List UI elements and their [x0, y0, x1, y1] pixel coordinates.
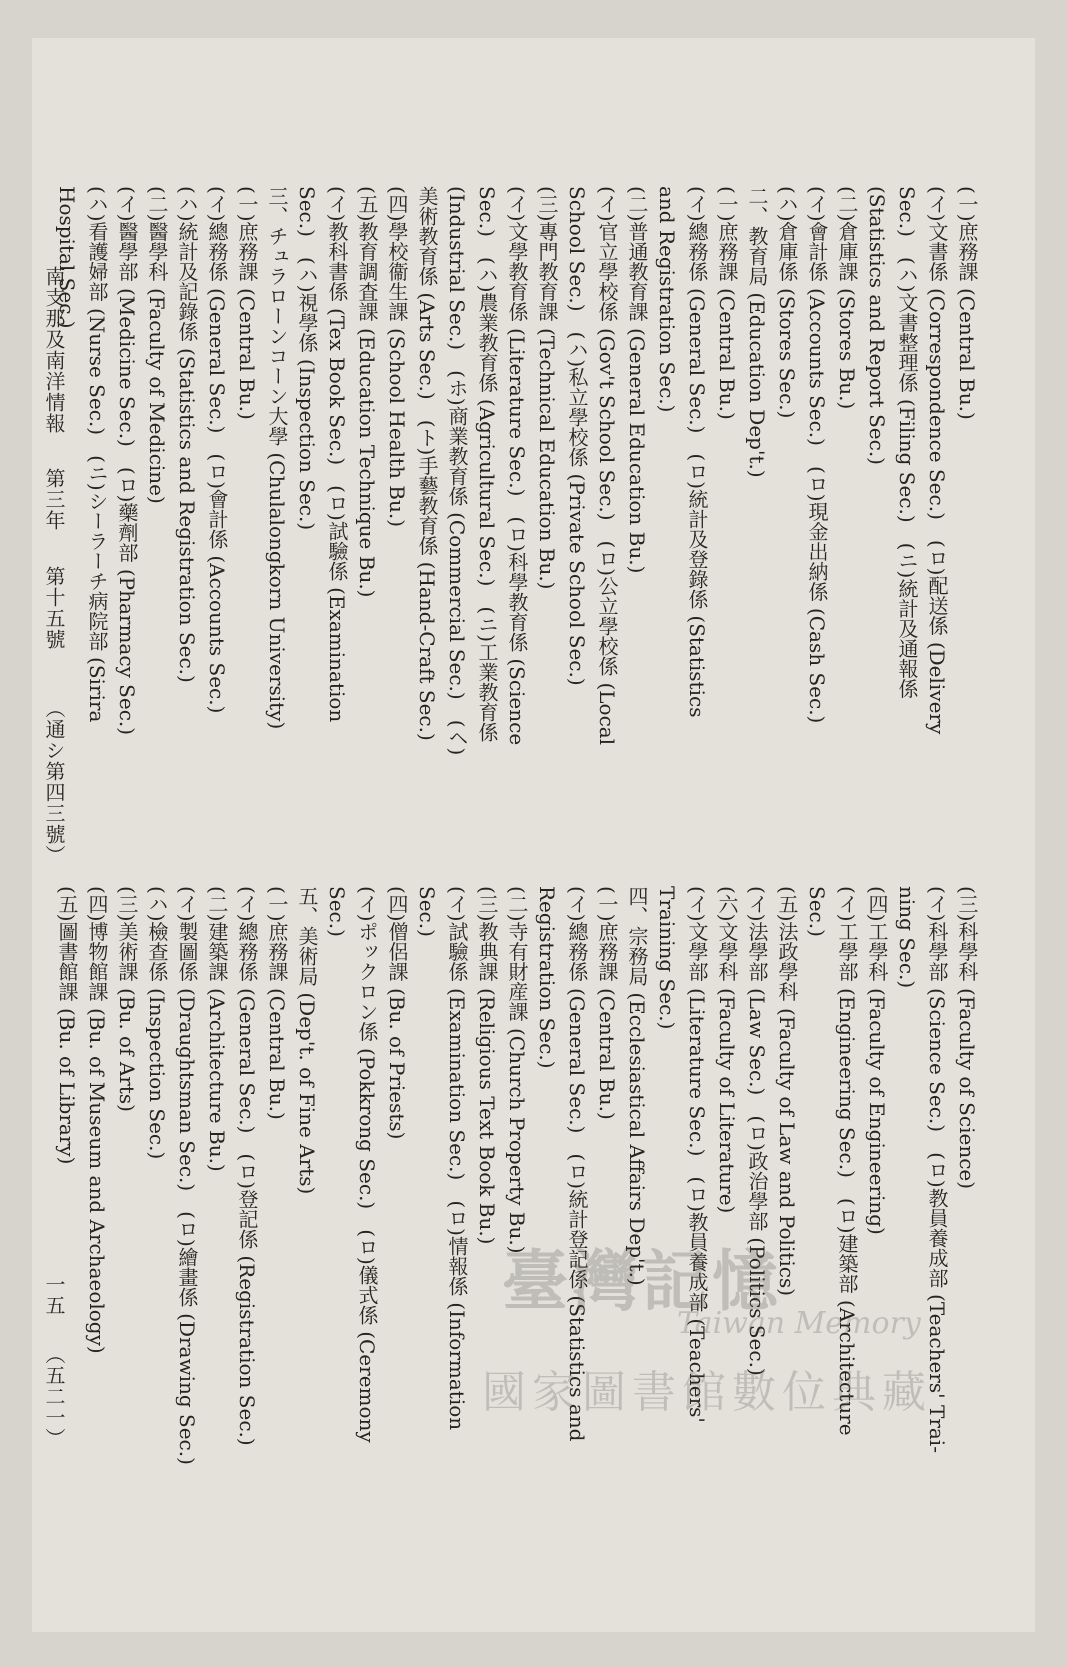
total-page-number: （五二一）	[42, 1344, 66, 1449]
text-line: (イ)教科書係 (Tex Book Sec.) (ロ)試驗係 (Examination	[325, 186, 349, 723]
text-line: (イ)總務係 (General Sec.) (ロ)會計係 (Accounts Sec.)	[205, 186, 229, 714]
text-line: (ハ)倉庫係 (Stores Sec.)	[775, 186, 799, 419]
text-line: 四、宗務局 (Ecclesiastical Affairs Dep't.)	[625, 886, 649, 1286]
text-line: (四)博物館課 (Bu. of Museum and Archaeology)	[85, 886, 109, 1354]
text-line: (イ)官立學校係 (Gov't School Sec.) (ロ)公立學校係 (Local	[595, 186, 619, 746]
text-line: (三)美術課 (Bu. of Arts)	[115, 886, 139, 1112]
text-line: (イ)會計係 (Accounts Sec.) (ロ)現金出納係 (Cash Sec.)	[805, 186, 829, 724]
text-line: 二、教育局 (Education Dep't.)	[745, 186, 769, 478]
text-line: (Industrial Sec.) (ホ)商業教育係 (Commercial Sec.) (ヘ)	[445, 186, 469, 756]
text-line: (二)寺有財産課 (Church Property Bu.)	[505, 886, 529, 1254]
text-line: (イ)製圖係 (Draughtsman Sec.) (ロ)繪畫係 (Drawing Sec.)	[175, 886, 199, 1465]
text-line: (一)庶務課 (Central Bu.)	[235, 186, 259, 420]
text-line: (一)庶務課 (Central Bu.)	[595, 886, 619, 1120]
text-line: (一)庶務課 (Central Bu.)	[715, 186, 739, 420]
text-line: (二)普通教育課 (General Education Bu.)	[625, 186, 649, 574]
text-line: (イ)文學部 (Literature Sec.) (ロ)教員養成部 (Teachers'	[685, 886, 709, 1423]
text-line: (二)建築課 (Architecture Bu.)	[205, 886, 229, 1172]
text-line: Training Sec.)	[655, 886, 679, 1030]
text-line: Sec.) (ハ)農業教育係 (Agricultural Sec.) (ニ)工業教育係	[475, 186, 499, 743]
text-line: (四)僧侶課 (Bu. of Priests)	[385, 886, 409, 1140]
text-line: (イ)工學部 (Engineering Sec.) (ロ)建築部 (Architecture	[835, 886, 859, 1436]
text-line: (ハ)檢查係 (Inspection Sec.)	[145, 886, 169, 1160]
text-line: Sec.)	[415, 886, 439, 937]
text-line: (イ)文書係 (Correspondence Sec.) (ロ)配送係 (Delivery	[925, 186, 949, 735]
watermark-logo: 臺灣記憶	[502, 1243, 782, 1320]
text-line: (五)法政學科 (Faculty of Law and Politics)	[775, 886, 799, 1297]
text-line: (Statistics and Report Sec.)	[865, 186, 889, 465]
text-line: (イ)試驗係 (Examination Sec.) (ロ)情報係 (Information	[445, 886, 469, 1431]
text-line: (四)工學科 (Faculty of Engineering)	[865, 886, 889, 1235]
text-line: (四)學校衞生課 (School Health Bu.)	[385, 186, 409, 527]
watermark-latin: Taiwan Memory	[677, 1306, 921, 1341]
text-line: 五、美術局 (Dep't. of Fine Arts)	[295, 886, 319, 1195]
text-line: Registration Sec.)	[535, 886, 559, 1069]
text-line: (五)圖書館課 (Bu. of Library)	[55, 886, 79, 1165]
text-line: Sec.) (ハ)文書整理係 (Filing Sec.) (ニ)統計及通報係	[895, 186, 919, 699]
text-line: (イ)總務係 (General Sec.) (ロ)統計及登錄係 (Statistics	[685, 186, 709, 718]
text-line: School Sec.) (ハ)私立學校係 (Private School Sec.)	[565, 186, 589, 686]
text-line: Sec.) (ハ)視學係 (Inspection Sec.)	[295, 186, 319, 531]
text-line: (イ)法學部 (Law Sec.) (ロ)政治學部 (Politics Sec.)	[745, 886, 769, 1376]
cumulative-issue-label: （通シ第四三號）	[42, 698, 66, 866]
page-number: 一五	[42, 1274, 66, 1316]
left-half-text	[52, 186, 982, 871]
text-line: (イ)總務係 (General Sec.) (ロ)登記係 (Registration Sec.)	[235, 886, 259, 1446]
text-line: (イ)醫學部 (Medicine Sec.) (ロ)藥劑部 (Pharmacy Sec.)	[115, 186, 139, 736]
text-line: (ハ)統計及記錄係 (Statistics and Registration Sec.)	[175, 186, 199, 683]
text-line: Sec.)	[805, 886, 829, 937]
text-line: Sec.)	[325, 886, 349, 937]
text-line: (五)教育調査課 (Education Technique Bu.)	[355, 186, 379, 598]
text-line: Hospital Sec.)	[55, 186, 79, 329]
text-line: (二)倉庫課 (Stores Bu.)	[835, 186, 859, 410]
document-page	[32, 38, 1035, 1632]
text-line: (六)文學科 (Faculty of Literature)	[715, 886, 739, 1214]
text-line: (三)專門教育課 (Technical Education Bu.)	[535, 186, 559, 590]
text-line: (二)醫學科 (Faculty of Medicine)	[145, 186, 169, 504]
text-line: (イ)ポックロン係 (Pokkrong Sec.) (ロ)儀式係 (Ceremony	[355, 886, 379, 1443]
text-line: and Registration Sec.)	[655, 186, 679, 413]
text-line: ning Sec.)	[895, 886, 919, 989]
text-line: 美術教育係 (Arts Sec.) (ト)手藝教育係 (Hand-Craft Sec.)	[415, 186, 439, 741]
year-label: 第三年	[42, 468, 66, 531]
text-line: (三)教典課 (Religious Text Book Bu.)	[475, 886, 499, 1245]
text-line: (ハ)看護婦部 (Nurse Sec.) (ニ)シーラーチ病院部 (Sirira	[85, 186, 109, 723]
text-line: (三)科學科 (Faculty of Science)	[955, 886, 979, 1190]
journal-title: 南支那及南洋情報	[42, 266, 66, 434]
watermark-library: 國家圖書館數位典藏	[482, 1367, 932, 1418]
text-line: (イ)科學部 (Science Sec.) (ロ)教員養成部 (Teachers' Trai-	[925, 886, 949, 1453]
text-line: (イ)文學教育係 (Literature Sec.) (ロ)科學教育係 (Science	[505, 186, 529, 746]
text-line: 三、チュラローンコーン大學 (Chulalongkorn University)	[265, 186, 289, 730]
issue-label: 第十五號	[42, 566, 66, 650]
text-line: (一)庶務課 (Central Bu.)	[265, 886, 289, 1120]
text-line: (イ)總務係 (General Sec.) (ロ)統計登記係 (Statistics and	[565, 886, 589, 1442]
text-line: (一)庶務課 (Central Bu.)	[955, 186, 979, 420]
